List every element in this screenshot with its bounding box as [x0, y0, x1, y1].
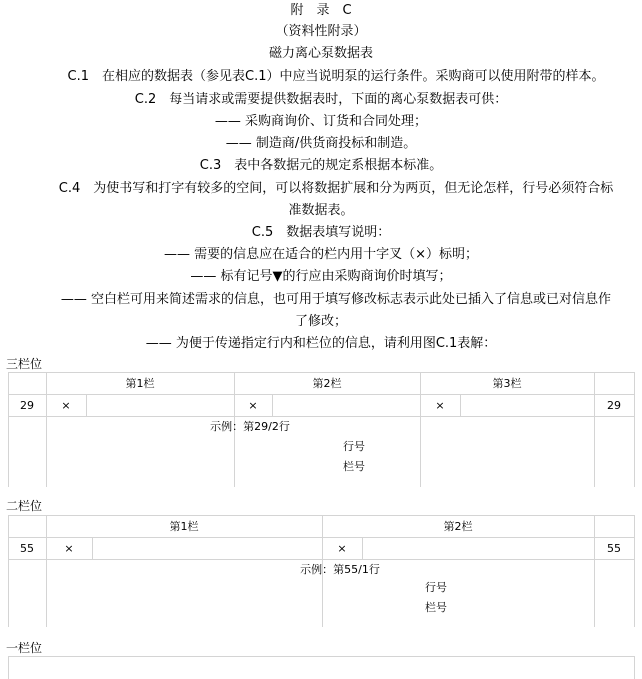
clause-c5-item-c-line2: 了修改； [294, 314, 347, 329]
clause-c4-line2: 准数据表。 [288, 203, 354, 218]
two-column-header-2: 第2栏 [443, 520, 473, 533]
clause-c4-line1: C.4 为使书写和打字有较多的空间，可以将数据扩展和分为两页，但无论怎样，行号必须符合标 [58, 181, 614, 196]
three-column-header-2: 第2栏 [312, 377, 342, 390]
clause-c5-item-a: —— 需要的信息应在适合的栏内用十字叉（×）标明； [163, 247, 479, 262]
two-column-row-number-right: 55 [607, 542, 621, 555]
three-column-row-number-left: 29 [20, 399, 34, 412]
three-column-header-3: 第3栏 [492, 377, 522, 390]
three-column-mark-3: × [435, 399, 445, 412]
two-column-mark-2: × [337, 542, 347, 555]
two-column-grid [0, 515, 642, 627]
three-column-mark-1: × [61, 399, 71, 412]
two-column-col-label: 栏号 [425, 601, 447, 614]
one-column-grid [0, 656, 642, 679]
two-column-row-number-left: 55 [20, 542, 34, 555]
clause-c5-item-b: —— 标有记号▼的行应由采购商询价时填写； [190, 269, 452, 284]
three-column-example: 示例：第29/2行 [210, 420, 290, 433]
one-column-label: 一栏位 [6, 641, 43, 655]
three-column-row-label: 行号 [343, 440, 365, 453]
two-column-example: 示例：第55/1行 [300, 563, 380, 576]
three-column-mark-2: × [248, 399, 258, 412]
three-column-header-1: 第1栏 [125, 377, 155, 390]
three-column-grid [0, 372, 642, 487]
clause-c1: C.1 在相应的数据表（参见表C.1）中应当说明泵的运行条件。采购商可以使用附带的样本。 [67, 69, 605, 84]
appendix-subtitle: （资料性附录） [275, 24, 367, 39]
appendix-title: 附 录 C [290, 3, 352, 18]
two-column-row-label: 行号 [425, 581, 447, 594]
three-column-col-label: 栏号 [343, 460, 365, 473]
clause-c2: C.2 每当请求或需要提供数据表时，下面的离心泵数据表可供： [134, 92, 508, 107]
appendix-heading: 磁力离心泵数据表 [268, 46, 373, 61]
clause-c5-item-d: —— 为便于传递指定行内和栏位的信息，请利用图C.1表解： [145, 336, 497, 351]
clause-c3: C.3 表中各数据元的规定系根据本标准。 [199, 158, 443, 173]
clause-c5: C.5 数据表填写说明： [251, 225, 391, 240]
two-column-header-1: 第1栏 [169, 520, 199, 533]
clause-c2-item-a: —— 采购商询价、订货和合同处理； [214, 114, 428, 129]
two-column-mark-1: × [64, 542, 74, 555]
two-column-label: 二栏位 [6, 499, 43, 513]
clause-c2-item-b: —— 制造商/供货商投标和制造。 [225, 136, 417, 151]
three-column-label: 三栏位 [6, 357, 43, 371]
three-column-row-number-right: 29 [607, 399, 621, 412]
clause-c5-item-c-line1: —— 空白栏可用来简述需求的信息，也可用于填写修改标志表示此处已插入了信息或已对信息作 [60, 292, 612, 307]
